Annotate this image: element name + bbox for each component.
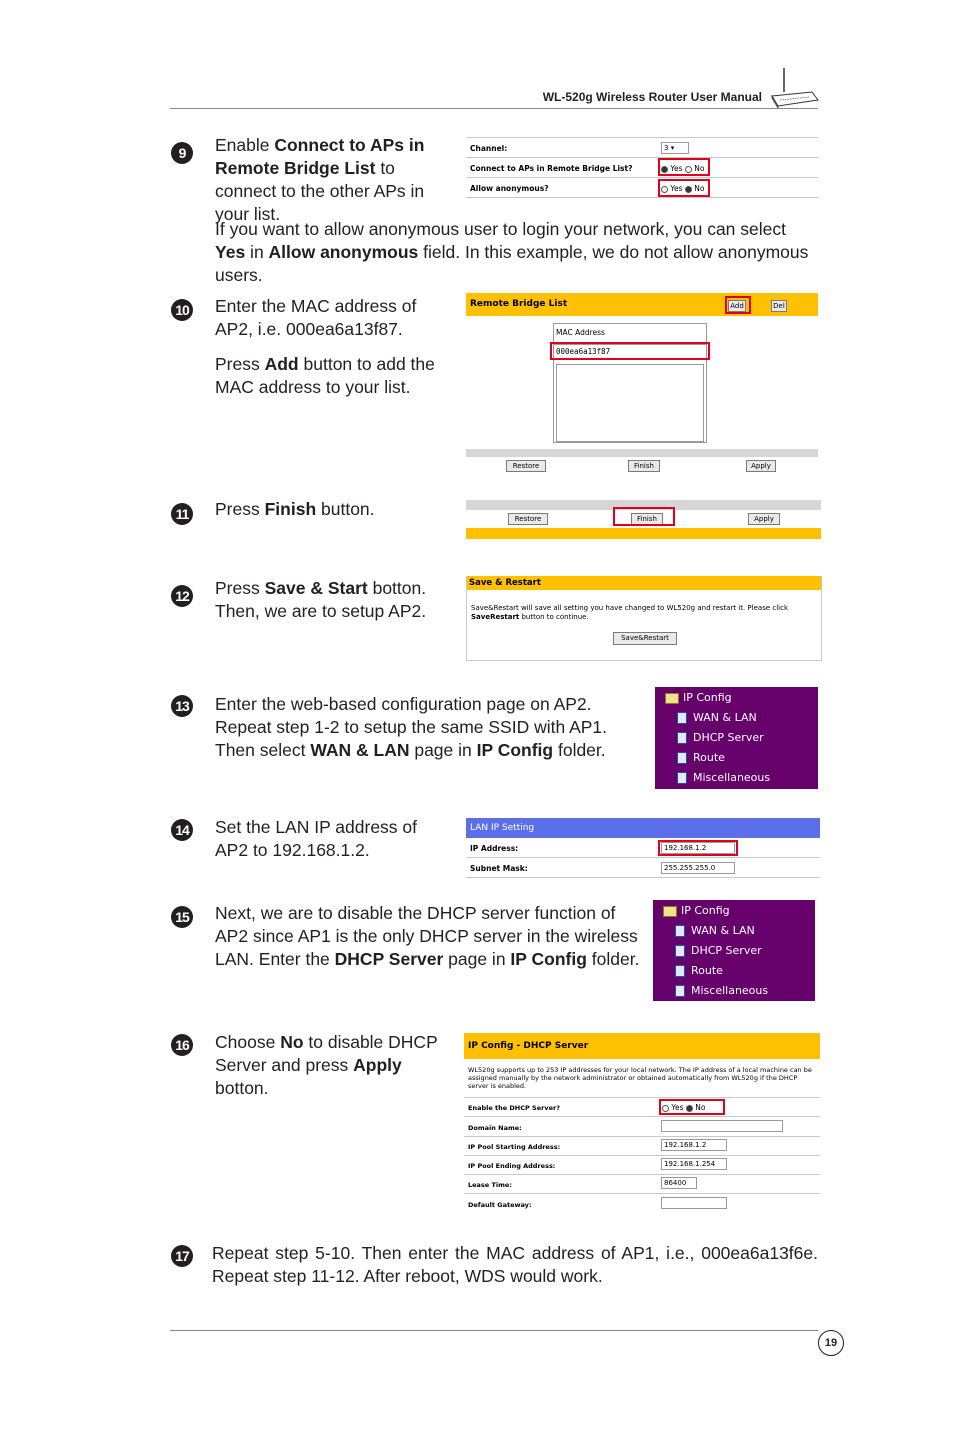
tree-item-wan-lan[interactable]: WAN & LAN [693,711,757,724]
folder-icon [663,906,677,917]
highlight-ip-address [658,840,738,856]
router-icon [768,66,820,108]
remote-bridge-list-title: Remote Bridge List [470,299,568,309]
step-number-15: 15 [171,906,193,928]
page-icon [677,732,687,744]
mac-address-header: MAC Address [556,328,605,337]
step-15-text: Next, we are to disable the DHCP server function of AP2 since AP1 is the only DHCP server in the wireless LAN. Enter the DHCP Server page in IP Config folder. [215,903,640,969]
default-gateway-label: Default Gateway: [468,1201,532,1209]
highlight-add-button [725,296,751,314]
step-number-17: 17 [171,1245,193,1267]
step-number-11: 11 [171,503,193,525]
step-10-text: Enter the MAC address of AP2, i.e. 000ea6a13f87. Press Add button to add the MAC address to your list. [215,296,435,397]
lan-ip-setting-title: LAN IP Setting [470,823,535,833]
allow-anonymous-radios[interactable]: Yes No [661,184,704,193]
finish-button-2[interactable]: Finish [631,513,663,525]
page-icon [675,925,685,937]
page-icon [677,752,687,764]
channel-label: Channel: [470,144,508,153]
step-number-9: 9 [171,142,193,164]
screenshot-lan-ip-setting [466,818,820,878]
default-gateway-input[interactable] [661,1197,727,1209]
step-number-14: 14 [171,819,193,841]
page-icon [675,985,685,997]
mac-address-input[interactable]: 000ea6a13f87 [556,347,611,356]
screenshot-finish-bar [466,500,821,540]
step-16-text: Choose No to disable DHCP Server and press Apply botton. [215,1032,438,1098]
save-restart-text: Save&Restart will save all setting you have changed to WL520g and restart it. Please click [471,604,789,612]
manual-title: WL-520g Wireless Router User Manual [542,90,762,104]
highlight-allow-anonymous [658,179,710,197]
dhcp-server-title: IP Config - DHCP Server [468,1041,589,1051]
ip-address-label: IP Address: [470,844,519,853]
subnet-mask-input[interactable]: 255.255.255.0 [661,862,735,874]
mac-address-list[interactable] [556,364,704,442]
enable-dhcp-radios[interactable]: Yes No [662,1103,705,1112]
step-number-13: 13 [171,695,193,717]
save-restart-text-2: SaveRestart button to continue. [471,613,589,621]
domain-name-input[interactable] [661,1120,783,1132]
step-17-text: Repeat step 5-10. Then enter the MAC address of AP1, i.e., 000ea6a13f6e. Repeat step 11-12. After reboot, WDS would work. [212,1243,818,1286]
step-11-text: Press Finish button. [215,499,375,519]
allow-anonymous-label: Allow anonymous? [470,184,549,193]
enable-dhcp-label: Enable the DHCP Server? [468,1104,560,1112]
del-button[interactable]: Del [771,300,787,312]
connect-aps-label: Connect to APs in Remote Bridge List? [470,164,633,173]
tree-item-miscellaneous[interactable]: Miscellaneous [691,984,769,997]
footer-rule [170,1330,818,1331]
lease-time-label: Lease Time: [468,1181,512,1189]
step-number-16: 16 [171,1034,193,1056]
save-restart-title: Save & Restart [469,578,541,588]
screenshot-dhcp-server [464,1033,820,1213]
screenshot-ip-config-tree-1 [655,687,818,789]
domain-name-label: Domain Name: [468,1124,522,1132]
folder-icon [665,693,679,704]
page-icon [677,712,687,724]
screenshot-remote-bridge-list [466,293,818,473]
header-rule [170,108,818,109]
step-number-12: 12 [171,585,193,607]
restore-button-2[interactable]: Restore [508,513,548,525]
ip-pool-end-label: IP Pool Ending Address: [468,1162,556,1170]
page-number: 19 [818,1330,844,1356]
channel-select[interactable]: 3 ▾ [661,142,689,154]
connect-aps-radios[interactable]: Yes No [661,164,704,173]
step-9-note: If you want to allow anonymous user to login your network, you can select Yes in Allow anonymous field. In this example, we do not allow anonymous users. [215,219,809,285]
tree-item-dhcp-server[interactable]: DHCP Server [691,944,762,957]
dhcp-description: WL520g supports up to 253 IP addresses for your local network. The IP address of a local machine can be assigned manually by the network administrator or obtained automatically from WL520g if the DHCP server is enabled. [468,1066,812,1090]
tree-item-miscellaneous[interactable]: Miscellaneous [693,771,771,784]
screenshot-bridge-settings [466,137,818,198]
save-restart-button[interactable]: Save&Restart [613,632,677,645]
tree-item-dhcp-server[interactable]: DHCP Server [693,731,764,744]
page-icon [677,772,687,784]
tree-item-wan-lan[interactable]: WAN & LAN [691,924,755,937]
ip-address-input[interactable]: 192.168.1.2 [661,842,735,854]
ip-pool-start-label: IP Pool Starting Address: [468,1143,561,1151]
ip-pool-end-input[interactable]: 192.168.1.254 [661,1158,727,1170]
highlight-mac-input [550,342,710,360]
add-button[interactable]: Add [728,300,746,312]
page-icon [675,945,685,957]
screenshot-ip-config-tree-2 [653,900,815,1001]
subnet-mask-label: Subnet Mask: [470,864,528,873]
tree-root-ip-config[interactable]: IP Config [681,904,730,917]
step-12-text: Press Save & Start botton. Then, we are to setup AP2. [215,578,427,621]
lease-time-input[interactable]: 86400 [661,1177,697,1189]
restore-button[interactable]: Restore [506,460,546,472]
page-icon [675,965,685,977]
step-13-text: Enter the web-based configuration page on AP2. Repeat step 1-2 to setup the same SSID with AP1. Then select WAN & LAN page in IP Config folder. [215,694,608,760]
screenshot-save-restart [466,576,822,661]
step-9-text: Enable Connect to APs in Remote Bridge List to connect to the other APs in your list. [215,135,425,224]
tree-item-route[interactable]: Route [693,751,725,764]
highlight-enable-dhcp [659,1099,725,1115]
apply-button[interactable]: Apply [746,460,776,472]
tree-root-ip-config[interactable]: IP Config [683,691,732,704]
apply-button-2[interactable]: Apply [748,513,780,525]
step-14-text: Set the LAN IP address of AP2 to 192.168.1.2. [215,817,418,860]
highlight-connect-aps [658,158,710,176]
highlight-finish-button [613,507,675,526]
step-number-10: 10 [171,299,193,321]
finish-button[interactable]: Finish [628,460,660,472]
tree-item-route[interactable]: Route [691,964,723,977]
ip-pool-start-input[interactable]: 192.168.1.2 [661,1139,727,1151]
